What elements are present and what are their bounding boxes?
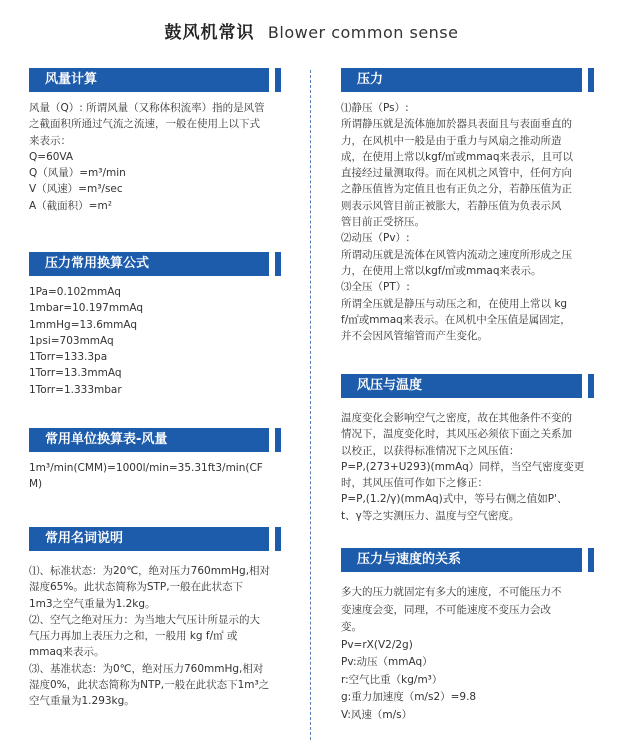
text-line: 则表示风管目前正被胀大，若静压值为负表示风 [341, 199, 562, 212]
section-body [29, 460, 275, 493]
text-line: 1mbar=10.197mmAq [29, 302, 143, 315]
text-line: 以校正，以获得标准情况下之风压值： [341, 444, 520, 457]
text-line: 管目前正受挤压。 [341, 216, 425, 229]
text-line: 多大的压力就固定有多大的速度，不可能压力不 [341, 586, 562, 598]
section-header: 压力 [341, 68, 588, 92]
section-header: 压力与速度的关系 [341, 548, 588, 572]
text-line: 1Torr=1.333mbar [29, 383, 122, 396]
page-title [0, 18, 623, 43]
section-body [341, 584, 588, 724]
section-body [29, 563, 275, 710]
title-english: Blower common sense [267, 23, 459, 42]
section-pressure-velocity [341, 548, 588, 724]
text-line: V（风速）=m³/sec [29, 183, 123, 196]
text-line: M) [29, 478, 43, 491]
text-line: g:重力加速度（m/s2）=9.8 [341, 691, 477, 703]
text-line: 湿度0%，此状态简称为NTP,一般在此状态下1m³之 [29, 679, 270, 692]
text-line: 1m3之空气重量为1.2kg。 [29, 597, 156, 610]
section-pressure-temperature [341, 374, 588, 524]
text-line: 所谓全压就是静压与动压之和，在使用上常以 kg [341, 297, 568, 310]
section-header: 风压与温度 [341, 374, 588, 398]
section-air-volume [29, 68, 275, 214]
text-line: ⑶全压（PT）: [341, 281, 410, 294]
text-line: Pv=rX(V2/2g) [341, 638, 413, 651]
text-line: ⑴、标准状态：为20℃，绝对压力760mmHg,相对 [29, 565, 271, 577]
text-line: ⑵动压（Pv）: [341, 232, 410, 245]
section-header: 风量计算 [29, 68, 275, 92]
title-chinese: 鼓风机常识 [164, 23, 255, 43]
text-line: 情况下，温度变化时，其风压必须依下面之关系加 [341, 428, 572, 441]
text-line: ⑵、空气之绝对压力：为当地大气压计所显示的大 [29, 613, 260, 626]
text-line: t、γ等之实测压力、温度与空气密度。 [341, 509, 520, 522]
text-line: Q=60VA [29, 150, 74, 163]
section-header: 常用单位换算表-风量 [29, 428, 275, 452]
text-line: 风量（Q）: 所谓风量（又称体积流率）指的是风管 [29, 102, 265, 114]
text-line: 1Torr=133.3pa [29, 351, 108, 364]
text-line: 力，在风机中一般是由于重力与风扇之推动所造 [341, 134, 562, 147]
text-line: 气压力再加上表压力之和，一般用 kg f/㎡ 或 [29, 630, 238, 643]
section-body [341, 100, 588, 344]
text-line: 1m³/min(CMM)=1000l/min=35.31ft3/min(CF [29, 462, 263, 474]
section-terms [29, 527, 275, 710]
section-body [341, 410, 588, 524]
text-line: f/㎡或mmaq来表示。在风机中全压值是属固定， [341, 313, 571, 326]
section-pressure [341, 68, 588, 344]
text-line: 并不会因风管缩管而产生变化。 [341, 330, 488, 343]
section-header: 压力常用换算公式 [29, 252, 275, 276]
text-line: ⑶、基准状态：为0℃，绝对压力760mmHg,相对 [29, 662, 264, 675]
text-line: 变。 [341, 621, 362, 633]
text-line: A（截面积）=m² [29, 199, 112, 212]
text-line: mmaq来表示。 [29, 646, 105, 659]
column-divider [310, 70, 311, 740]
text-line: 时，其风压值可作如下之修正： [341, 477, 488, 490]
text-line: P=P,(273+U293)(mmAq）同样，当空气密度变更 [341, 460, 585, 473]
text-line: r:空气比重（kg/m³） [341, 673, 443, 686]
text-line: 所谓动压就是流体在风管内流动之速度所形成之压 [341, 248, 572, 261]
text-line: 1psi=703mmAq [29, 334, 114, 347]
text-line: Q（风量）=m³/min [29, 167, 126, 180]
text-line: 成，在使用上常以kgf/㎡或mmaq来表示，且可以 [341, 150, 574, 163]
text-line: 温度变化会影响空气之密度，故在其他条件不变的 [341, 412, 572, 424]
text-line: 力，在使用上常以kgf/㎡或mmaq来表示。 [341, 264, 542, 277]
section-pressure-conversion [29, 252, 275, 398]
text-line: P=P,(1.2/γ)(mmAq)式中，等号右侧之值如P'、 [341, 493, 568, 506]
text-line: 湿度65%。此状态简称为STP,一般在此状态下 [29, 581, 244, 594]
section-header: 常用名词说明 [29, 527, 275, 551]
text-line: 直接经过量测取得。而在风机之风管中，任何方向 [341, 167, 572, 180]
text-line: 之静压值皆为定值且也有正负之分，若静压值为正 [341, 183, 572, 196]
text-line: ⑴静压（Ps）: [341, 102, 409, 114]
text-line: 空气重量为1.293kg。 [29, 695, 135, 708]
text-line: V:风速（m/s） [341, 708, 413, 721]
text-line: 1mmHg=13.6mmAq [29, 318, 137, 331]
text-line: 1Torr=13.3mmAq [29, 367, 122, 380]
text-line: 1Pa=0.102mmAq [29, 286, 121, 298]
section-body [29, 100, 275, 214]
text-line: 来表示： [29, 134, 71, 147]
section-body [29, 284, 275, 398]
text-line: 之截面积所通过气流之流速，一般在使用上以下式 [29, 118, 260, 131]
text-line: 变速度会变，同理，不可能速度不变压力会改 [341, 603, 551, 616]
text-line: 所谓静压就是流体施加於器具表面且与表面垂直的 [341, 118, 572, 131]
text-line: Pv:动压（mmAq） [341, 656, 433, 668]
section-unit-conversion [29, 428, 275, 493]
